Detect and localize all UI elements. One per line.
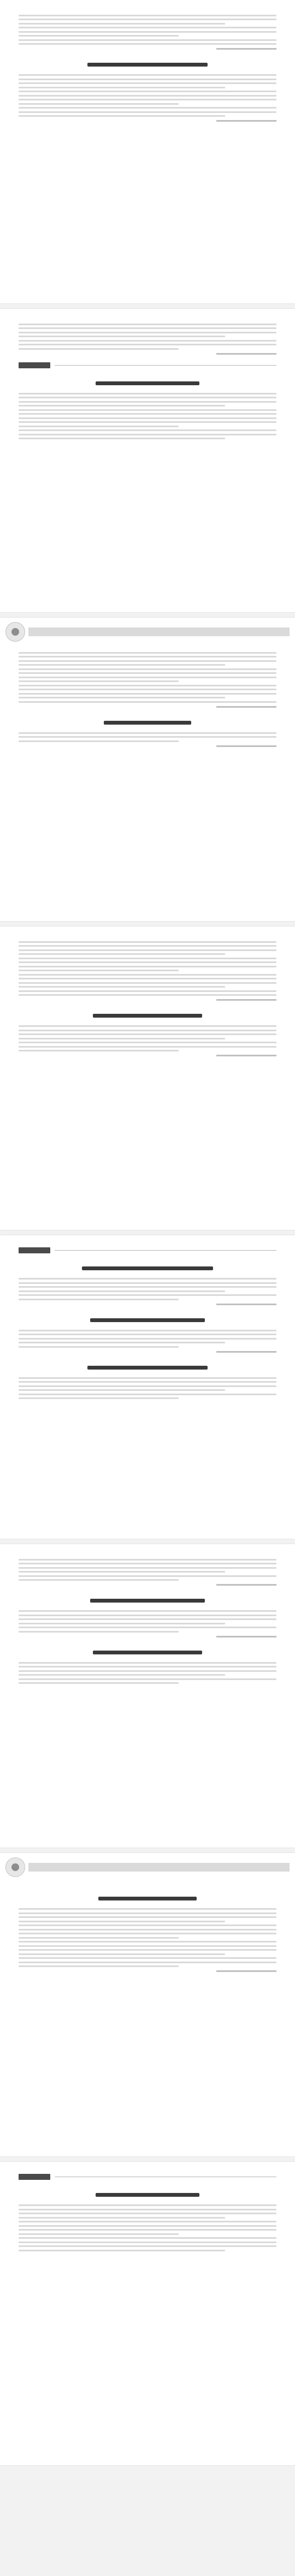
- text-line: [19, 111, 276, 113]
- article-source: [216, 353, 276, 355]
- text-line: [19, 1937, 179, 1939]
- text-line: [19, 2225, 276, 2227]
- text-line: [19, 2233, 179, 2235]
- article-source: [216, 120, 276, 122]
- text-line: [19, 689, 276, 690]
- page-header: [0, 1853, 295, 1878]
- text-line: [19, 656, 276, 658]
- page-1: [0, 0, 295, 303]
- text-line: [19, 1377, 276, 1379]
- text-line: [19, 417, 276, 419]
- text-line: [19, 344, 276, 345]
- article-source: [216, 1351, 276, 1353]
- text-line: [19, 2204, 276, 2206]
- article-title: [19, 2189, 276, 2199]
- page-6: [0, 1544, 295, 1848]
- text-line: [19, 1282, 276, 1284]
- text-line: [19, 1916, 276, 1918]
- text-line: [19, 2242, 276, 2243]
- article-title: [19, 1646, 276, 1657]
- text-line: [19, 1030, 276, 1031]
- text-line: [19, 1330, 276, 1331]
- text-line: [19, 1394, 276, 1395]
- text-line: [19, 324, 276, 325]
- text-line: [19, 426, 179, 427]
- text-line: [19, 327, 276, 329]
- text-line: [19, 1912, 276, 1914]
- text-line: [19, 949, 276, 951]
- section-tag: [19, 2174, 50, 2180]
- text-line: [19, 1286, 276, 1288]
- section-header: [19, 2174, 276, 2180]
- text-line: [19, 1042, 276, 1043]
- text-line: [19, 1025, 276, 1027]
- text-line: [19, 970, 179, 971]
- text-line: [19, 1929, 276, 1930]
- text-line: [19, 1342, 225, 1343]
- text-line: [19, 107, 276, 109]
- article-title: [19, 58, 276, 69]
- text-line: [19, 1278, 276, 1280]
- text-line: [19, 1397, 179, 1399]
- text-line: [19, 2250, 225, 2251]
- text-line: [19, 2217, 225, 2219]
- text-line: [19, 732, 276, 734]
- text-line: [19, 1682, 179, 1684]
- article-source: [216, 1636, 276, 1637]
- text-line: [19, 2221, 276, 2222]
- text-line: [19, 1962, 276, 1963]
- article-source: [216, 1304, 276, 1305]
- page-4: [0, 927, 295, 1230]
- text-line: [19, 1571, 225, 1573]
- text-line: [19, 1957, 276, 1959]
- section-header: [19, 1247, 276, 1253]
- text-line: [19, 1338, 276, 1340]
- section-header: [19, 362, 276, 368]
- text-line: [19, 1623, 225, 1624]
- text-line: [19, 685, 276, 686]
- text-line: [19, 1334, 276, 1335]
- text-line: [19, 680, 179, 682]
- text-line: [19, 2209, 276, 2210]
- section-tag: [19, 362, 50, 368]
- text-line: [19, 2213, 276, 2214]
- text-line: [19, 1033, 276, 1035]
- text-line: [19, 434, 276, 435]
- text-line: [19, 1678, 276, 1680]
- text-line: [19, 990, 276, 992]
- article-source: [216, 1055, 276, 1056]
- article-title: [19, 377, 276, 387]
- text-line: [19, 31, 276, 33]
- text-line: [19, 1666, 276, 1667]
- text-line: [19, 401, 276, 403]
- article-title: [19, 1892, 276, 1903]
- text-line: [19, 740, 179, 742]
- text-line: [19, 74, 276, 76]
- article-source: [216, 1584, 276, 1586]
- text-line: [19, 1924, 276, 1926]
- text-line: [19, 336, 225, 337]
- text-line: [19, 664, 225, 666]
- text-line: [19, 405, 225, 407]
- article-title: [19, 716, 276, 727]
- text-line: [19, 966, 276, 967]
- text-line: [19, 421, 276, 423]
- text-line: [19, 693, 276, 695]
- section-rule: [55, 365, 276, 366]
- text-line: [19, 115, 225, 117]
- text-line: [19, 736, 276, 738]
- text-line: [19, 978, 276, 979]
- text-line: [19, 1050, 179, 1051]
- text-line: [19, 974, 276, 976]
- page-7: [0, 1853, 295, 2156]
- text-line: [19, 23, 225, 25]
- text-line: [19, 35, 179, 37]
- text-line: [19, 438, 225, 439]
- emblem-icon: [5, 1857, 25, 1877]
- article-source: [216, 999, 276, 1001]
- text-line: [19, 660, 276, 662]
- page-2: [0, 309, 295, 612]
- text-line: [19, 1046, 276, 1048]
- article-source: [216, 48, 276, 50]
- page-5: [0, 1235, 295, 1539]
- text-line: [19, 1346, 179, 1348]
- text-line: [19, 87, 225, 88]
- text-line: [19, 99, 276, 100]
- text-line: [19, 1615, 276, 1616]
- text-line: [19, 348, 179, 350]
- text-line: [19, 677, 276, 678]
- text-line: [19, 672, 276, 674]
- article-title: [19, 1361, 276, 1372]
- text-line: [19, 393, 276, 395]
- text-line: [19, 2237, 276, 2239]
- text-line: [19, 1953, 225, 1955]
- text-line: [19, 1921, 225, 1922]
- text-line: [19, 413, 276, 415]
- text-line: [19, 1579, 179, 1581]
- section-tag: [19, 1247, 50, 1253]
- header-band: [28, 627, 290, 636]
- text-line: [19, 958, 276, 959]
- text-line: [19, 1038, 225, 1039]
- text-line: [19, 1674, 225, 1676]
- text-line: [19, 1965, 179, 1967]
- article-title: [19, 1009, 276, 1020]
- text-line: [19, 409, 276, 411]
- text-line: [19, 1559, 276, 1561]
- text-line: [19, 95, 276, 97]
- article-title: [19, 1314, 276, 1324]
- text-line: [19, 27, 276, 28]
- article-source: [216, 745, 276, 747]
- text-line: [19, 652, 276, 654]
- article-source: [216, 1970, 276, 1972]
- text-line: [19, 1627, 276, 1628]
- text-line: [19, 15, 276, 16]
- text-line: [19, 39, 276, 41]
- page-8: [0, 2162, 295, 2465]
- header-band: [28, 1863, 290, 1872]
- text-line: [19, 1299, 179, 1300]
- text-line: [19, 1575, 276, 1577]
- text-line: [19, 1662, 276, 1664]
- text-line: [19, 1631, 179, 1633]
- page-header: [0, 618, 295, 643]
- article-title: [19, 1262, 276, 1272]
- text-line: [19, 1610, 276, 1612]
- text-line: [19, 982, 276, 984]
- text-line: [19, 19, 276, 20]
- text-line: [19, 697, 225, 698]
- text-line: [19, 986, 225, 988]
- text-line: [19, 103, 179, 105]
- text-line: [19, 2245, 276, 2247]
- text-line: [19, 1908, 276, 1910]
- text-line: [19, 1945, 276, 1947]
- text-line: [19, 1294, 276, 1296]
- text-line: [19, 701, 276, 703]
- text-line: [19, 953, 225, 955]
- text-line: [19, 1381, 276, 1383]
- text-line: [19, 1618, 276, 1620]
- text-line: [19, 1933, 276, 1934]
- text-line: [19, 79, 276, 80]
- page-3: [0, 618, 295, 921]
- text-line: [19, 332, 276, 333]
- article-source: [216, 706, 276, 708]
- text-line: [19, 1389, 225, 1391]
- text-line: [19, 43, 276, 45]
- text-line: [19, 82, 276, 84]
- emblem-icon: [5, 622, 25, 642]
- text-line: [19, 397, 276, 398]
- text-line: [19, 1290, 225, 1292]
- text-line: [19, 91, 276, 92]
- text-line: [19, 1385, 276, 1387]
- article-title: [19, 1594, 276, 1605]
- section-rule: [55, 1250, 276, 1251]
- text-line: [19, 1941, 276, 1943]
- text-line: [19, 668, 276, 670]
- text-line: [19, 961, 276, 963]
- text-line: [19, 1949, 276, 1951]
- text-line: [19, 1670, 276, 1672]
- text-line: [19, 994, 276, 996]
- text-line: [19, 340, 276, 342]
- text-line: [19, 2229, 276, 2231]
- text-line: [19, 941, 276, 943]
- text-line: [19, 1567, 276, 1569]
- text-line: [19, 945, 276, 947]
- text-line: [19, 429, 276, 431]
- text-line: [19, 1563, 276, 1564]
